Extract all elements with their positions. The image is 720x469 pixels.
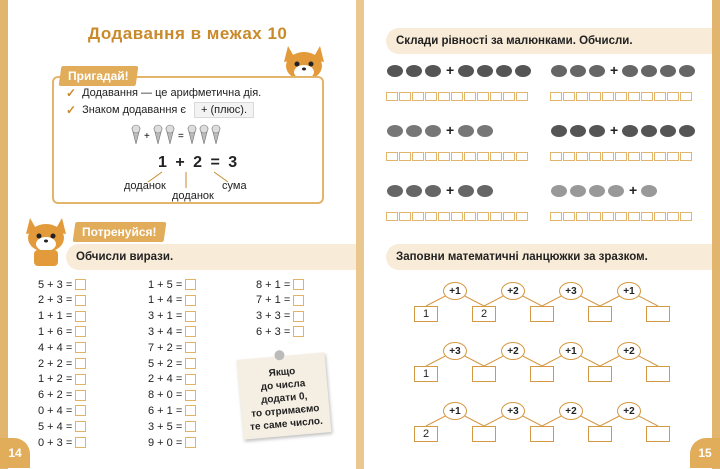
answer-cell[interactable]: [602, 152, 614, 161]
answer-box[interactable]: [75, 390, 86, 401]
answer-cell[interactable]: [386, 152, 398, 161]
page-number-left: 14: [0, 438, 30, 468]
answer-cell[interactable]: [516, 92, 528, 101]
chain-box[interactable]: [530, 366, 554, 382]
answer-cell[interactable]: [563, 212, 575, 221]
expression-item: 6 + 1 =: [148, 404, 196, 417]
answer-cell[interactable]: [641, 92, 653, 101]
dogs-group: [550, 62, 697, 78]
answer-cell[interactable]: [503, 212, 515, 221]
answer-cell[interactable]: [563, 92, 575, 101]
expression-item: 0 + 4 =: [38, 404, 86, 417]
answer-box[interactable]: [75, 326, 86, 337]
jars-icon: [569, 122, 587, 138]
chain-box[interactable]: 1: [414, 366, 438, 382]
expression-item: 6 + 2 =: [38, 389, 86, 402]
chain-box[interactable]: [472, 426, 496, 442]
answer-box[interactable]: [293, 311, 304, 322]
label-addend-second: доданок: [172, 190, 214, 202]
answer-box[interactable]: [75, 279, 86, 290]
chain-box[interactable]: [588, 306, 612, 322]
birds-icon: [405, 122, 423, 138]
chain-operation: +1: [617, 282, 641, 300]
answer-cell[interactable]: [589, 152, 601, 161]
answer-box[interactable]: [75, 374, 86, 385]
answer-box[interactable]: [185, 390, 196, 401]
pin-icon: [274, 350, 285, 361]
expression-item: 2 + 4 =: [148, 373, 196, 386]
chain-box[interactable]: [530, 426, 554, 442]
remember-box: [52, 76, 324, 204]
expression-item: 8 + 1 =: [256, 278, 304, 291]
jars-icon: [678, 122, 696, 138]
answer-cell[interactable]: [576, 152, 588, 161]
answer-cell[interactable]: [412, 152, 424, 161]
tip-note: Якщо до числа додати 0, то отримаємо те саме число.: [237, 352, 332, 439]
raspberries-icon: [457, 62, 475, 78]
chain-operation: +2: [617, 402, 641, 420]
chain-box[interactable]: [588, 366, 612, 382]
answer-box[interactable]: [185, 279, 196, 290]
chain-operation: +2: [617, 342, 641, 360]
chain-box[interactable]: [588, 426, 612, 442]
answer-cell[interactable]: [563, 152, 575, 161]
chain-operation: +1: [443, 402, 467, 420]
task-header-expressions: Обчисли вирази.: [66, 244, 356, 270]
plus-sign: +: [446, 122, 455, 138]
expression-item: 1 + 4 =: [148, 294, 196, 307]
answer-cell[interactable]: [438, 92, 450, 101]
birds-icon: [386, 122, 404, 138]
answer-cell[interactable]: [386, 92, 398, 101]
answer-box[interactable]: [185, 405, 196, 416]
answer-cell[interactable]: [654, 212, 666, 221]
dogs-icon: [678, 62, 696, 78]
jars-icon: [550, 122, 568, 138]
answer-box[interactable]: [185, 358, 196, 369]
birds-group: [386, 122, 495, 138]
answer-box[interactable]: [185, 311, 196, 322]
chain-box[interactable]: 1: [414, 306, 438, 322]
pineapples-icon: [640, 182, 658, 198]
answer-cell[interactable]: [550, 212, 562, 221]
answer-cell[interactable]: [628, 212, 640, 221]
expression-item: 1 + 6 =: [38, 325, 86, 338]
answer-cell[interactable]: [399, 152, 411, 161]
answer-cell[interactable]: [412, 212, 424, 221]
plus-sign: +: [446, 182, 455, 198]
rule-sign: ✓ Знаком додавання є + (плюс).: [66, 102, 254, 118]
jars-group: [550, 122, 697, 138]
birds-icon: [457, 122, 475, 138]
answer-cell[interactable]: [490, 92, 502, 101]
chain-operation: +2: [559, 402, 583, 420]
plus-sign: +: [610, 62, 619, 78]
answer-cell[interactable]: [464, 152, 476, 161]
answer-cell[interactable]: [615, 212, 627, 221]
book-spine: [356, 0, 364, 469]
birds-icon: [424, 122, 442, 138]
expression-item: 2 + 2 =: [38, 357, 86, 370]
answer-cells: [386, 212, 529, 221]
crabs-icon: [405, 182, 423, 198]
pineapples-icon: [607, 182, 625, 198]
answer-cell[interactable]: [399, 212, 411, 221]
jars-icon: [588, 122, 606, 138]
task-header-pictures: Склади рівності за малюнками. Обчисли.: [386, 28, 712, 54]
expression-item: 3 + 1 =: [148, 310, 196, 323]
expression-item: 3 + 5 =: [148, 420, 196, 433]
answer-box[interactable]: [75, 437, 86, 448]
dogs-icon: [569, 62, 587, 78]
answer-cell[interactable]: [490, 152, 502, 161]
dogs-icon: [588, 62, 606, 78]
jars-icon: [621, 122, 639, 138]
right-page: [364, 0, 712, 469]
expression-item: 0 + 3 =: [38, 436, 86, 449]
chain-operation: +3: [501, 402, 525, 420]
raspberries-icon: [424, 62, 442, 78]
expression-item: 3 + 4 =: [148, 325, 196, 338]
answer-box[interactable]: [185, 326, 196, 337]
answer-cell[interactable]: [464, 212, 476, 221]
answer-cell[interactable]: [576, 92, 588, 101]
answer-cell[interactable]: [490, 212, 502, 221]
raspberries-icon: [405, 62, 423, 78]
expression-item: 1 + 5 =: [148, 278, 196, 291]
answer-cell[interactable]: [477, 152, 489, 161]
crabs-icon: [457, 182, 475, 198]
answer-box[interactable]: [75, 342, 86, 353]
expression-item: 2 + 3 =: [38, 294, 86, 307]
answer-box[interactable]: [185, 342, 196, 353]
answer-cell[interactable]: [464, 92, 476, 101]
expression-item: 6 + 3 =: [256, 325, 304, 338]
answer-box[interactable]: [293, 279, 304, 290]
answer-cell[interactable]: [451, 212, 463, 221]
task-header-chains: Заповни математичні ланцюжки за зразком.: [386, 244, 712, 270]
crabs-icon: [386, 182, 404, 198]
chain-operation: +1: [559, 342, 583, 360]
answer-box[interactable]: [75, 358, 86, 369]
answer-cell[interactable]: [425, 152, 437, 161]
answer-box[interactable]: [75, 405, 86, 416]
pineapples-group: [550, 182, 659, 198]
answer-cell[interactable]: [680, 92, 692, 101]
plus-sign-box: + (плюс).: [194, 102, 254, 118]
answer-cell[interactable]: [503, 152, 515, 161]
raspberries-icon: [495, 62, 513, 78]
answer-box[interactable]: [185, 437, 196, 448]
answer-box[interactable]: [185, 374, 196, 385]
answer-cell[interactable]: [516, 152, 528, 161]
answer-cell[interactable]: [667, 152, 679, 161]
answer-cell[interactable]: [477, 212, 489, 221]
chain-operation: +3: [443, 342, 467, 360]
answer-box[interactable]: [293, 295, 304, 306]
answer-cell[interactable]: [654, 152, 666, 161]
pineapples-icon: [550, 182, 568, 198]
answer-cell[interactable]: [425, 212, 437, 221]
expression-item: 8 + 0 =: [148, 389, 196, 402]
answer-cell[interactable]: [451, 152, 463, 161]
plus-sign: +: [446, 62, 455, 78]
crabs-icon: [424, 182, 442, 198]
answer-cell[interactable]: [680, 212, 692, 221]
birds-icon: [476, 122, 494, 138]
chain-box[interactable]: [646, 426, 670, 442]
rule-definition: ✓ Додавання — це арифметична дія.: [66, 86, 262, 100]
crabs-group: [386, 182, 495, 198]
chain-operation: +3: [559, 282, 583, 300]
answer-cell[interactable]: [451, 92, 463, 101]
chain-box[interactable]: 2: [414, 426, 438, 442]
page-number-right: 15: [690, 438, 720, 468]
expression-item: 1 + 2 =: [38, 373, 86, 386]
answer-cell[interactable]: [516, 212, 528, 221]
raspberries-icon: [386, 62, 404, 78]
answer-cell[interactable]: [503, 92, 515, 101]
expression-item: 5 + 3 =: [38, 278, 86, 291]
answer-cell[interactable]: [589, 212, 601, 221]
answer-cell[interactable]: [628, 92, 640, 101]
answer-box[interactable]: [75, 311, 86, 322]
answer-cell[interactable]: [615, 152, 627, 161]
jars-icon: [640, 122, 658, 138]
answer-cell[interactable]: [589, 92, 601, 101]
answer-cell[interactable]: [667, 212, 679, 221]
chain-box[interactable]: [472, 366, 496, 382]
answer-cell[interactable]: [615, 92, 627, 101]
answer-cells: [550, 212, 693, 221]
expression-item: 7 + 2 =: [148, 341, 196, 354]
chain-operation: +2: [501, 342, 525, 360]
check-icon: ✓: [66, 86, 77, 100]
expression-item: 1 + 1 =: [38, 310, 86, 323]
answer-cell[interactable]: [550, 152, 562, 161]
answer-cell[interactable]: [438, 152, 450, 161]
dogs-icon: [550, 62, 568, 78]
pineapples-icon: [569, 182, 587, 198]
svg-text:+: +: [144, 131, 150, 142]
answer-cell[interactable]: [602, 212, 614, 221]
plus-sign: +: [610, 122, 619, 138]
answer-box[interactable]: [75, 295, 86, 306]
main-equation: 1 + 2 = 3: [158, 154, 240, 171]
answer-box[interactable]: [293, 326, 304, 337]
raspberries-group: [386, 62, 533, 78]
answer-cell[interactable]: [438, 212, 450, 221]
dogs-icon: [659, 62, 677, 78]
answer-cell[interactable]: [399, 92, 411, 101]
expression-item: 9 + 0 =: [148, 436, 196, 449]
page-title: Додавання в межах 10: [88, 24, 288, 43]
check-icon: ✓: [66, 103, 77, 117]
dogs-icon: [621, 62, 639, 78]
answer-cells: [550, 92, 693, 101]
pineapples-icon: [588, 182, 606, 198]
practice-tag: Потренуйся!: [73, 222, 166, 242]
answer-cell[interactable]: [386, 212, 398, 221]
chain-box[interactable]: 2: [472, 306, 496, 322]
answer-cell[interactable]: [550, 92, 562, 101]
chain-operation: +2: [501, 282, 525, 300]
label-sum: сума: [222, 180, 247, 192]
expression-item: 4 + 4 =: [38, 341, 86, 354]
label-addend-first: доданок: [124, 180, 166, 192]
expression-item: 5 + 2 =: [148, 357, 196, 370]
answer-cells: [386, 152, 529, 161]
answer-cells: [550, 152, 693, 161]
chain-operation: +1: [443, 282, 467, 300]
left-page: [8, 0, 356, 469]
expression-item: 7 + 1 =: [256, 294, 304, 307]
svg-text:=: =: [178, 131, 184, 142]
answer-cell[interactable]: [641, 152, 653, 161]
remember-tag: Пригадай!: [59, 66, 138, 86]
answer-box[interactable]: [185, 421, 196, 432]
answer-box[interactable]: [75, 421, 86, 432]
ice-cream-icons: [128, 124, 248, 146]
answer-cell[interactable]: [667, 92, 679, 101]
dogs-icon: [640, 62, 658, 78]
raspberries-icon: [514, 62, 532, 78]
answer-cell[interactable]: [680, 152, 692, 161]
answer-cell[interactable]: [654, 92, 666, 101]
raspberries-icon: [476, 62, 494, 78]
chain-box[interactable]: [646, 366, 670, 382]
expression-item: 3 + 3 =: [256, 310, 304, 323]
answer-cell[interactable]: [576, 212, 588, 221]
answer-cell[interactable]: [477, 92, 489, 101]
chain-box[interactable]: [646, 306, 670, 322]
answer-cells: [386, 92, 529, 101]
plus-sign: +: [629, 182, 638, 198]
answer-box[interactable]: [185, 295, 196, 306]
answer-cell[interactable]: [412, 92, 424, 101]
chain-box[interactable]: [530, 306, 554, 322]
crabs-icon: [476, 182, 494, 198]
answer-cell[interactable]: [628, 152, 640, 161]
answer-cell[interactable]: [641, 212, 653, 221]
answer-cell[interactable]: [425, 92, 437, 101]
jars-icon: [659, 122, 677, 138]
expression-item: 5 + 4 =: [38, 420, 86, 433]
answer-cell[interactable]: [602, 92, 614, 101]
